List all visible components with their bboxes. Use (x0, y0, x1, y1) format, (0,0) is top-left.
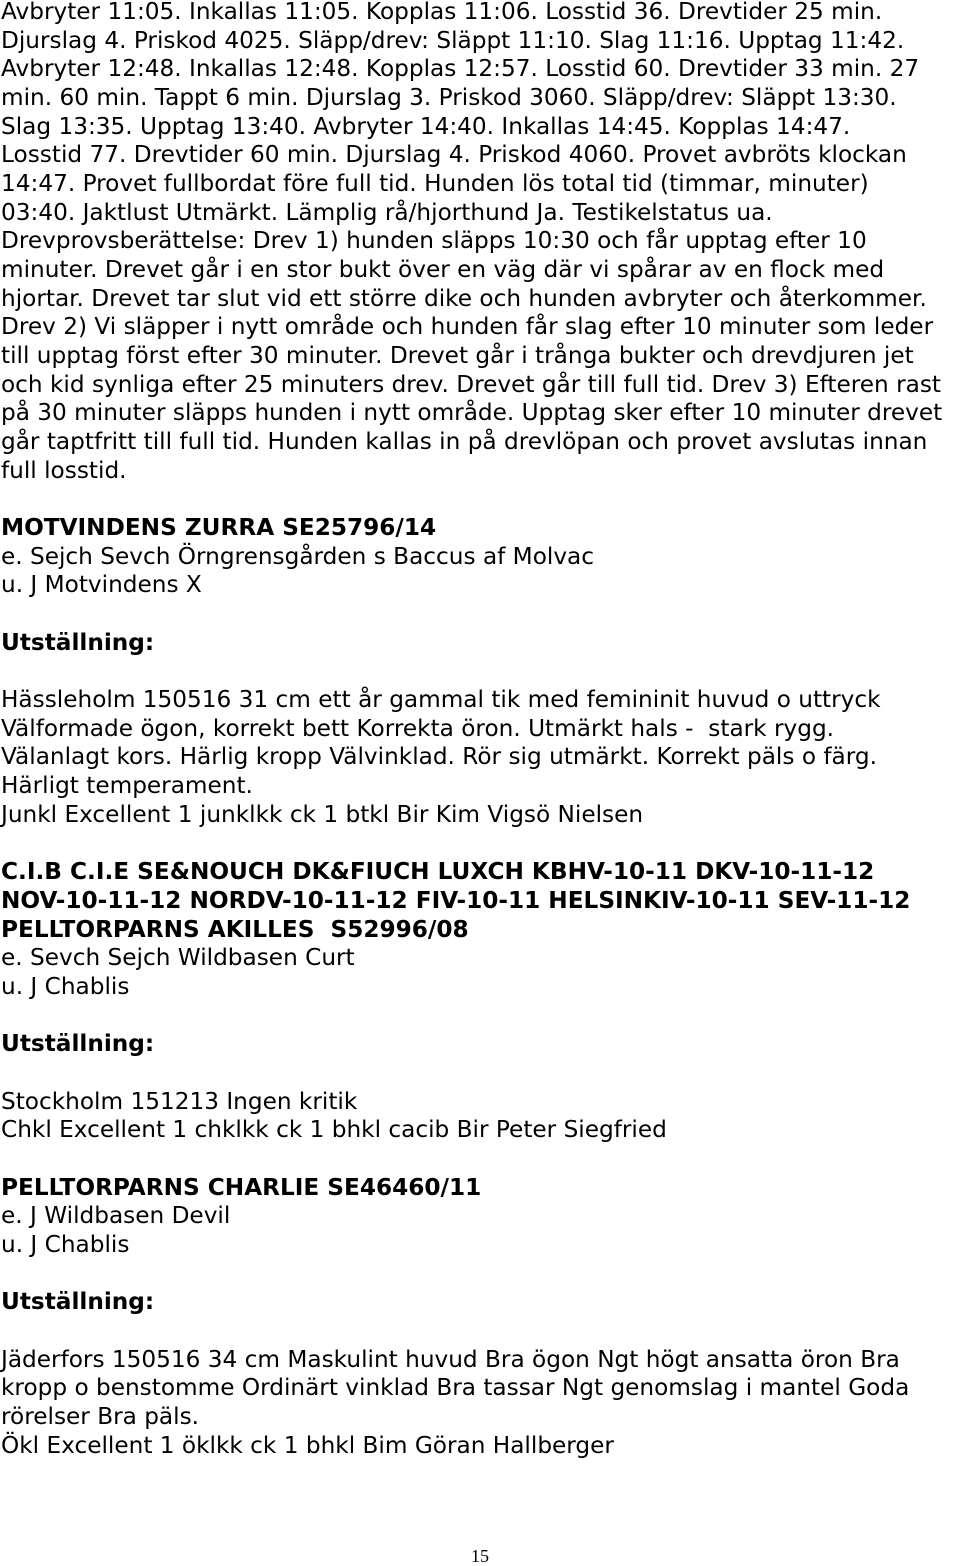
exhibition-critique-line: Välanlagt kors. Härlig kropp Välvinklad. Rör sig utmärkt. Korrekt päls o färg. (1, 743, 877, 771)
exhibition-critique-line: kropp o benstomme Ordinärt vinklad Bra tassar Ngt genomslag i mantel Goda (1, 1374, 910, 1402)
report-line: Djurslag 4. Priskod 4025. Släpp/drev: Släppt 11:10. Slag 11:16. Upptag 11:42. (1, 26, 905, 54)
dog-entry-pelltorparns-charlie (1, 1174, 959, 1461)
dam-line: u. J Chablis (1, 1230, 130, 1258)
exhibition-critique-line: Hässleholm 150516 31 cm ett år gammal tik med femininit huvud o uttryck (1, 686, 881, 714)
dog-name-heading: PELLTORPARNS CHARLIE SE46460/11 (1, 1173, 482, 1201)
report-line: min. 60 min. Tappt 6 min. Djurslag 3. Priskod 3060. Släpp/drev: Släppt 13:30. (1, 84, 897, 112)
exhibition-heading: Utställning: (1, 1030, 155, 1058)
report-line: full losstid. (1, 456, 127, 484)
page-number: 15 (471, 1546, 489, 1566)
dog-titles-heading: C.I.B C.I.E SE&NOUCH DK&FIUCH LUXCH KBHV-10-11 DKV-10-11-12 (1, 858, 875, 886)
report-line: Slag 13:35. Upptag 13:40. Avbryter 14:40. Inkallas 14:45. Kopplas 14:47. (1, 112, 851, 140)
dog-titles-heading: NOV-10-11-12 NORDV-10-11-12 FIV-10-11 HELSINKIV-10-11 SEV-11-12 (1, 886, 911, 914)
exhibition-heading: Utställning: (1, 1288, 155, 1316)
exhibition-heading: Utställning: (1, 628, 155, 656)
sire-line: e. Sevch Sejch Wildbasen Curt (1, 944, 355, 972)
exhibition-critique-line: rörelser Bra päls. (1, 1402, 200, 1430)
dam-line: u. J Motvindens X (1, 571, 202, 599)
report-line: Drev 2) Vi släpper i nytt område och hunden får slag efter 10 minuter som leder (1, 313, 934, 341)
report-line: Avbryter 11:05. Inkallas 11:05. Kopplas 11:06. Losstid 36. Drevtider 25 min. (1, 0, 883, 25)
exhibition-result-line: Chkl Excellent 1 chklkk ck 1 bhkl cacib Bir Peter Siegfried (1, 1116, 667, 1144)
dog-entry-motvindens-zurra (1, 514, 959, 829)
report-line: Drevprovsberättelse: Drev 1) hunden släpps 10:30 och får upptag efter 10 (1, 227, 867, 255)
report-line: 03:40. Jaktlust Utmärkt. Lämplig rå/hjorthund Ja. Testikelstatus ua. (1, 198, 773, 226)
document-body (1, 0, 959, 1460)
report-line: Losstid 77. Drevtider 60 min. Djurslag 4. Priskod 4060. Provet avbröts klockan (1, 141, 907, 169)
report-line: Avbryter 12:48. Inkallas 12:48. Kopplas 12:57. Losstid 60. Drevtider 33 min. 27 (1, 55, 920, 83)
exhibition-critique-line: Välformade ögon, korrekt bett Korrekta öron. Utmärkt hals - stark rygg. (1, 714, 835, 742)
exhibition-result-line: Ökl Excellent 1 öklkk ck 1 bhkl Bim Göran Hallberger (1, 1431, 614, 1459)
exhibition-result-line: Junkl Excellent 1 junklkk ck 1 btkl Bir Kim Vigsö Nielsen (1, 800, 644, 828)
hunt-test-report (1, 0, 959, 485)
report-line: på 30 minuter släpps hunden i nytt område. Upptag sker efter 10 minuter drevet (1, 399, 943, 427)
dog-name-heading: MOTVINDENS ZURRA SE25796/14 (1, 514, 437, 542)
exhibition-critique-line: Stockholm 151213 Ingen kritik (1, 1087, 358, 1115)
dog-name-heading: PELLTORPARNS AKILLES S52996/08 (1, 915, 469, 943)
report-line: går taptfritt till full tid. Hunden kallas in på drevlöpan och provet avslutas innan (1, 428, 928, 456)
sire-line: e. J Wildbasen Devil (1, 1202, 231, 1230)
dog-entry-pelltorparns-akilles (1, 858, 959, 1145)
exhibition-critique-line: Jäderfors 150516 34 cm Maskulint huvud Bra ögon Ngt högt ansatta öron Bra (1, 1345, 900, 1373)
report-line: minuter. Drevet går i en stor bukt över en väg där vi spårar av en flock med (1, 256, 885, 284)
dam-line: u. J Chablis (1, 972, 130, 1000)
report-line: till upptag först efter 30 minuter. Drevet går i trånga bukter och drevdjuren jet (1, 342, 914, 370)
report-line: hjortar. Drevet tar slut vid ett större dike och hunden avbryter och återkommer. (1, 284, 927, 312)
sire-line: e. Sejch Sevch Örngrensgården s Baccus af Molvac (1, 542, 595, 570)
report-line: och kid synliga efter 25 minuters drev. Drevet går till full tid. Drev 3) Efteren rast (1, 370, 941, 398)
report-line: 14:47. Provet fullbordat före full tid. Hunden lös total tid (timmar, minuter) (1, 170, 869, 198)
exhibition-critique-line: Härligt temperament. (1, 772, 253, 800)
